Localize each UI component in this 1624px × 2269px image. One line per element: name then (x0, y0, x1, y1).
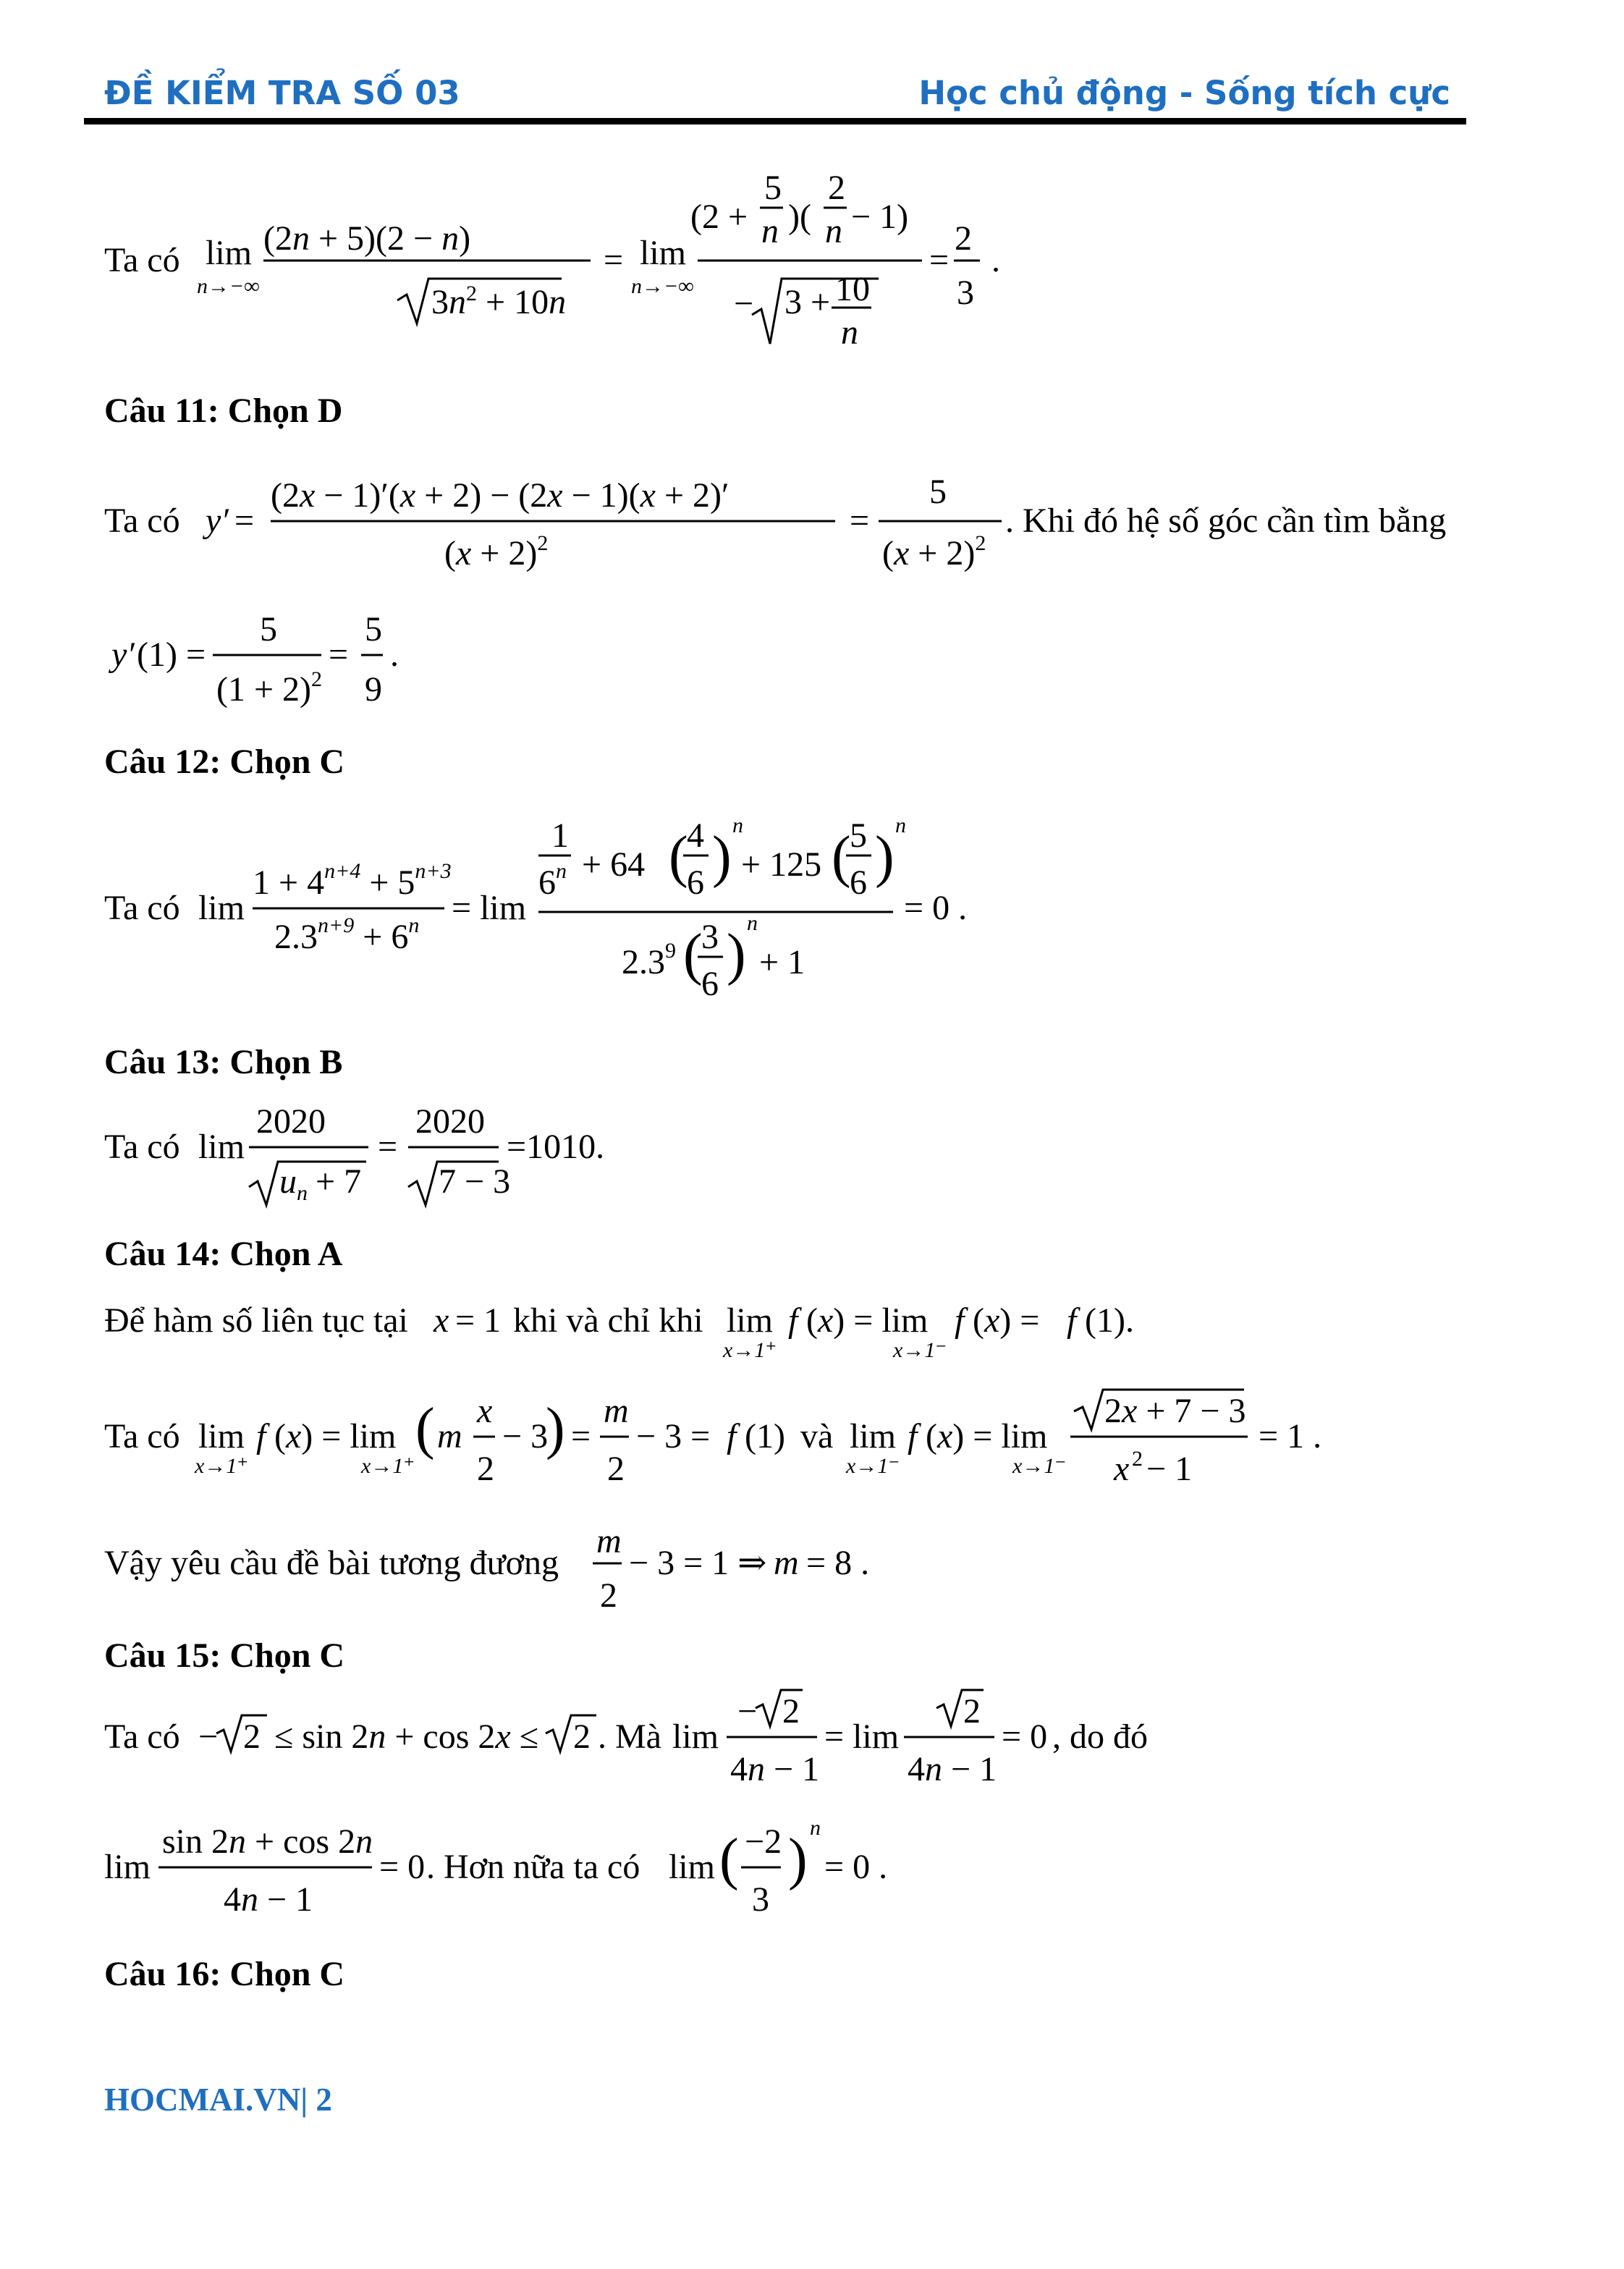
svg-text:(: ( (832, 825, 851, 889)
svg-text:và: và (800, 1417, 834, 1455)
svg-text:(: ( (415, 1397, 435, 1461)
svg-text:2: 2 (828, 169, 845, 207)
svg-text:(x) = lim: (x) = lim (806, 1301, 929, 1340)
svg-text:− 3 = 1 ⇒: − 3 = 1 ⇒ (629, 1544, 767, 1582)
svg-text:(: ( (669, 825, 688, 889)
equation-one-sided-limits (104, 1390, 1335, 1507)
svg-text:khi và chỉ khi: khi và chỉ khi (513, 1301, 703, 1340)
svg-text:f: f (955, 1301, 965, 1340)
header-divider (84, 118, 1466, 124)
svg-text:x: x (477, 1392, 493, 1430)
svg-text:n: n (825, 212, 842, 250)
svg-text:Ta có: Ta có (104, 502, 180, 540)
svg-text:m: m (774, 1544, 799, 1582)
svg-text:=: = (571, 1417, 591, 1455)
svg-text:): ) (712, 825, 732, 889)
svg-text:x: x (434, 1301, 449, 1340)
svg-text:(x) = lim: (x) = lim (274, 1417, 397, 1455)
svg-text:lim: lim (640, 234, 687, 272)
svg-text:4n − 1: 4n − 1 (908, 1750, 997, 1788)
svg-text:Ta có: Ta có (104, 1417, 180, 1455)
svg-text:(1): (1) (745, 1417, 785, 1455)
svg-text:n: n (810, 1816, 821, 1840)
svg-text:=: = (850, 502, 870, 540)
svg-text:2: 2 (600, 1576, 617, 1615)
svg-text:+ 7: + 7 (316, 1162, 362, 1201)
svg-text:= 1 .: = 1 . (1259, 1417, 1322, 1455)
section-heading-14: Câu 14: Chọn A (104, 1235, 343, 1273)
svg-text:lim: lim (198, 1417, 245, 1455)
svg-text:9: 9 (365, 670, 382, 709)
svg-text:(x + 2)2: $(x + 2)^2$ (882, 531, 986, 572)
svg-text:= 0 .: = 0 . (904, 889, 968, 927)
svg-text:(2x − 1)′(x + 2) − (2x − 1)(x: (2x − 1)′(x + 2) − (2x − 1)(x + 2)′ (271, 476, 729, 515)
svg-text:m: m (604, 1392, 629, 1430)
svg-text:sin 2n + cos 2n: sin 2n + cos 2n (162, 1822, 373, 1861)
svg-text:5: 5 (260, 610, 277, 648)
svg-text:2: 2 (1132, 1447, 1143, 1471)
svg-text:2020: 2020 (256, 1102, 326, 1141)
svg-text:n→−∞: n→−∞ (197, 274, 260, 298)
svg-text:Để hàm số liên tục tại: Để hàm số liên tục tại (104, 1301, 408, 1340)
svg-text:−: − (737, 1692, 758, 1731)
svg-text:lim: lim (206, 234, 253, 272)
svg-text:6: 6 (701, 965, 719, 1003)
svg-text:(x) = lim: (x) = lim (926, 1417, 1048, 1455)
svg-text:m: m (596, 1522, 622, 1560)
svg-text:3: 3 (752, 1880, 769, 1919)
svg-text:5: 5 (764, 169, 782, 207)
svg-text:x→1⁺: x→1⁺ (723, 1338, 777, 1362)
svg-text:5: 5 (365, 610, 382, 648)
svg-text:−: − (198, 1717, 219, 1756)
svg-text:n: n (841, 313, 858, 352)
svg-text:= 0: = 0 (379, 1848, 426, 1886)
svg-text:n: n (895, 814, 906, 837)
header-title: ĐỀ KIỂM TRA SỐ 03 (104, 74, 460, 112)
svg-text:f: f (908, 1417, 918, 1455)
svg-text:3 +: 3 + (784, 283, 831, 321)
svg-text:−2: −2 (745, 1822, 782, 1861)
svg-text:x→1⁻: x→1⁻ (1012, 1454, 1067, 1478)
svg-text:): ) (727, 923, 746, 986)
svg-text:, do đó: , do đó (1052, 1717, 1148, 1756)
svg-text:x: x (1114, 1450, 1130, 1488)
equation-solve-m (104, 1522, 1045, 1630)
svg-text:Ta có: Ta có (104, 1717, 180, 1756)
svg-text:=: = (329, 635, 349, 674)
svg-text:y′: y′ (206, 502, 229, 540)
svg-text:7 − 3: 7 − 3 (439, 1162, 511, 1201)
svg-text:= lim: = lim (824, 1717, 900, 1756)
svg-text:2: 2 (963, 1692, 981, 1731)
svg-text:5: 5 (929, 473, 947, 511)
svg-text:x→1⁺: x→1⁺ (361, 1454, 415, 1478)
svg-text:.: . (991, 241, 1000, 279)
svg-text:lim: lim (672, 1717, 719, 1756)
section-heading-11: Câu 11: Chọn D (104, 392, 343, 430)
section-heading-15: Câu 15: Chọn C (104, 1636, 345, 1675)
equation-squeeze-bound (104, 1690, 1262, 1807)
svg-text:y′: y′ (111, 635, 135, 674)
svg-text:. Mà: . Mà (598, 1717, 661, 1756)
svg-text:(1 + 2)2: $(1 + 2)^2$ (216, 667, 323, 709)
svg-text:− 3: − 3 (502, 1417, 549, 1455)
svg-text:lim: lim (669, 1848, 716, 1886)
svg-text:4: 4 (687, 816, 704, 855)
svg-text:2: 2 (243, 1717, 261, 1756)
svg-text:− 1: − 1 (1146, 1450, 1193, 1488)
svg-text:Ta có: Ta có (104, 1128, 180, 1166)
svg-text:n: n (747, 911, 758, 935)
equation-limit-exponential (104, 811, 1045, 1036)
svg-text:3: 3 (957, 274, 974, 312)
svg-text:3n2 + 10n: $3n^2 + 10n$ (431, 282, 567, 321)
section-heading-13: Câu 13: Chọn B (104, 1043, 343, 1081)
svg-text:un: $u_n$ (279, 1162, 308, 1205)
svg-text:. Khi đó hệ số góc cần tìm bằn: . Khi đó hệ số góc cần tìm bằng (1005, 502, 1447, 540)
svg-text:+ 125: + 125 (741, 845, 822, 884)
equation-limit-sqrt (104, 1100, 756, 1217)
svg-text:2x + 7 − 3: 2x + 7 − 3 (1104, 1392, 1246, 1430)
svg-text:1 + 4n+4 + 5n+3: $1 + 4^{n+4} + 5^{n+3}$ (253, 859, 452, 902)
svg-text:x→1⁺: x→1⁺ (195, 1454, 249, 1478)
svg-text:4n − 1: 4n − 1 (730, 1750, 820, 1788)
svg-text:10: 10 (835, 270, 870, 308)
svg-text:f: f (256, 1417, 266, 1455)
svg-text:3: 3 (701, 918, 719, 956)
svg-text:(2 +: (2 + (690, 198, 748, 236)
equation-limit-trig (104, 1816, 1045, 1945)
svg-text:2: 2 (573, 1717, 591, 1756)
equation-result-fraction (954, 224, 1026, 334)
equation-derivative (104, 463, 1447, 595)
svg-text:(x) =: (x) = (973, 1301, 1040, 1340)
svg-text:(1).: (1). (1085, 1301, 1134, 1340)
svg-text:=1010.: =1010. (507, 1128, 605, 1166)
svg-text:2: 2 (607, 1450, 625, 1488)
svg-text:= 8 .: = 8 . (806, 1544, 870, 1582)
svg-text:n: n (761, 212, 779, 250)
svg-text:): ) (546, 1397, 565, 1461)
svg-text:lim: lim (850, 1417, 897, 1455)
svg-text:6: 6 (687, 863, 704, 902)
svg-text:lim: lim (104, 1848, 151, 1886)
svg-text:6n: 6$^n$ (538, 859, 567, 902)
svg-text:(2n + 5)(2 − n): (2n + 5)(2 − n) (263, 219, 471, 258)
svg-text:+ 64: + 64 (582, 845, 646, 884)
svg-text:Ta có: Ta có (104, 889, 180, 927)
svg-text:= lim: = lim (452, 889, 527, 927)
footer-page-label: HOCMAI.VN| 2 (104, 2082, 332, 2118)
svg-text:=: = (378, 1128, 398, 1166)
svg-text:.: . (390, 635, 399, 674)
equation-continuity-condition (104, 1292, 1335, 1380)
svg-text:= 0 .: = 0 . (824, 1848, 888, 1886)
svg-text:= 0: = 0 (1002, 1717, 1048, 1756)
svg-text:2.3n+9 + 6n: $2.3^{n+9} + 6^n$ (274, 913, 420, 956)
svg-text:f: f (1067, 1301, 1077, 1340)
svg-text:+ 1: + 1 (759, 943, 805, 981)
svg-text:2.39: $2.3^9$ (622, 939, 676, 981)
svg-text:−: − (734, 284, 754, 323)
svg-text:): ) (788, 1828, 808, 1891)
section-heading-12: Câu 12: Chọn C (104, 743, 345, 781)
equation-slope-value (104, 608, 466, 732)
svg-text:= 1: = 1 (455, 1301, 502, 1340)
svg-text:(: ( (719, 1828, 739, 1891)
svg-text:n: n (732, 814, 743, 837)
svg-text:lim: lim (198, 1128, 245, 1166)
section-heading-16: Câu 16: Chọn C (104, 1955, 345, 1993)
svg-text:≤ sin 2n + cos 2x ≤: ≤ sin 2n + cos 2x ≤ (274, 1717, 539, 1756)
svg-text:5: 5 (850, 816, 867, 855)
svg-text:=: = (929, 241, 950, 279)
svg-text:− 3 =: − 3 = (636, 1417, 711, 1455)
svg-text:Ta có: Ta có (104, 241, 180, 279)
svg-text:− 1): − 1) (851, 198, 909, 236)
svg-text:x→1⁻: x→1⁻ (846, 1454, 900, 1478)
svg-text:(x + 2)2: $(x + 2)^2$ (444, 531, 549, 572)
svg-text:lim: lim (727, 1301, 774, 1340)
svg-text:m: m (437, 1417, 462, 1455)
svg-text:x→1⁻: x→1⁻ (893, 1338, 947, 1362)
svg-text:2020: 2020 (415, 1102, 485, 1141)
svg-text:2: 2 (782, 1692, 800, 1731)
svg-text:6: 6 (850, 863, 867, 902)
svg-text:. Hơn nữa ta có: . Hơn nữa ta có (426, 1848, 640, 1886)
equation-limit-root (104, 170, 973, 381)
header-slogan: Học chủ động - Sống tích cực (918, 74, 1450, 112)
svg-text:)(: )( (788, 198, 811, 236)
svg-text:=: = (604, 241, 624, 279)
svg-text:Vậy yêu cầu đề bài tương đương: Vậy yêu cầu đề bài tương đương (104, 1544, 559, 1582)
svg-text:n→−∞: n→−∞ (631, 274, 694, 298)
svg-text:(: ( (683, 923, 703, 986)
svg-text:4n − 1: 4n − 1 (224, 1880, 313, 1919)
svg-text:1: 1 (551, 816, 569, 855)
svg-text:2: 2 (955, 219, 972, 258)
svg-text:): ) (875, 825, 895, 889)
svg-text:=: = (234, 502, 255, 540)
svg-text:(1) =: (1) = (137, 635, 206, 674)
svg-text:lim: lim (198, 889, 245, 927)
svg-text:2: 2 (477, 1450, 494, 1488)
svg-text:f: f (788, 1301, 798, 1340)
svg-text:f: f (727, 1417, 737, 1455)
